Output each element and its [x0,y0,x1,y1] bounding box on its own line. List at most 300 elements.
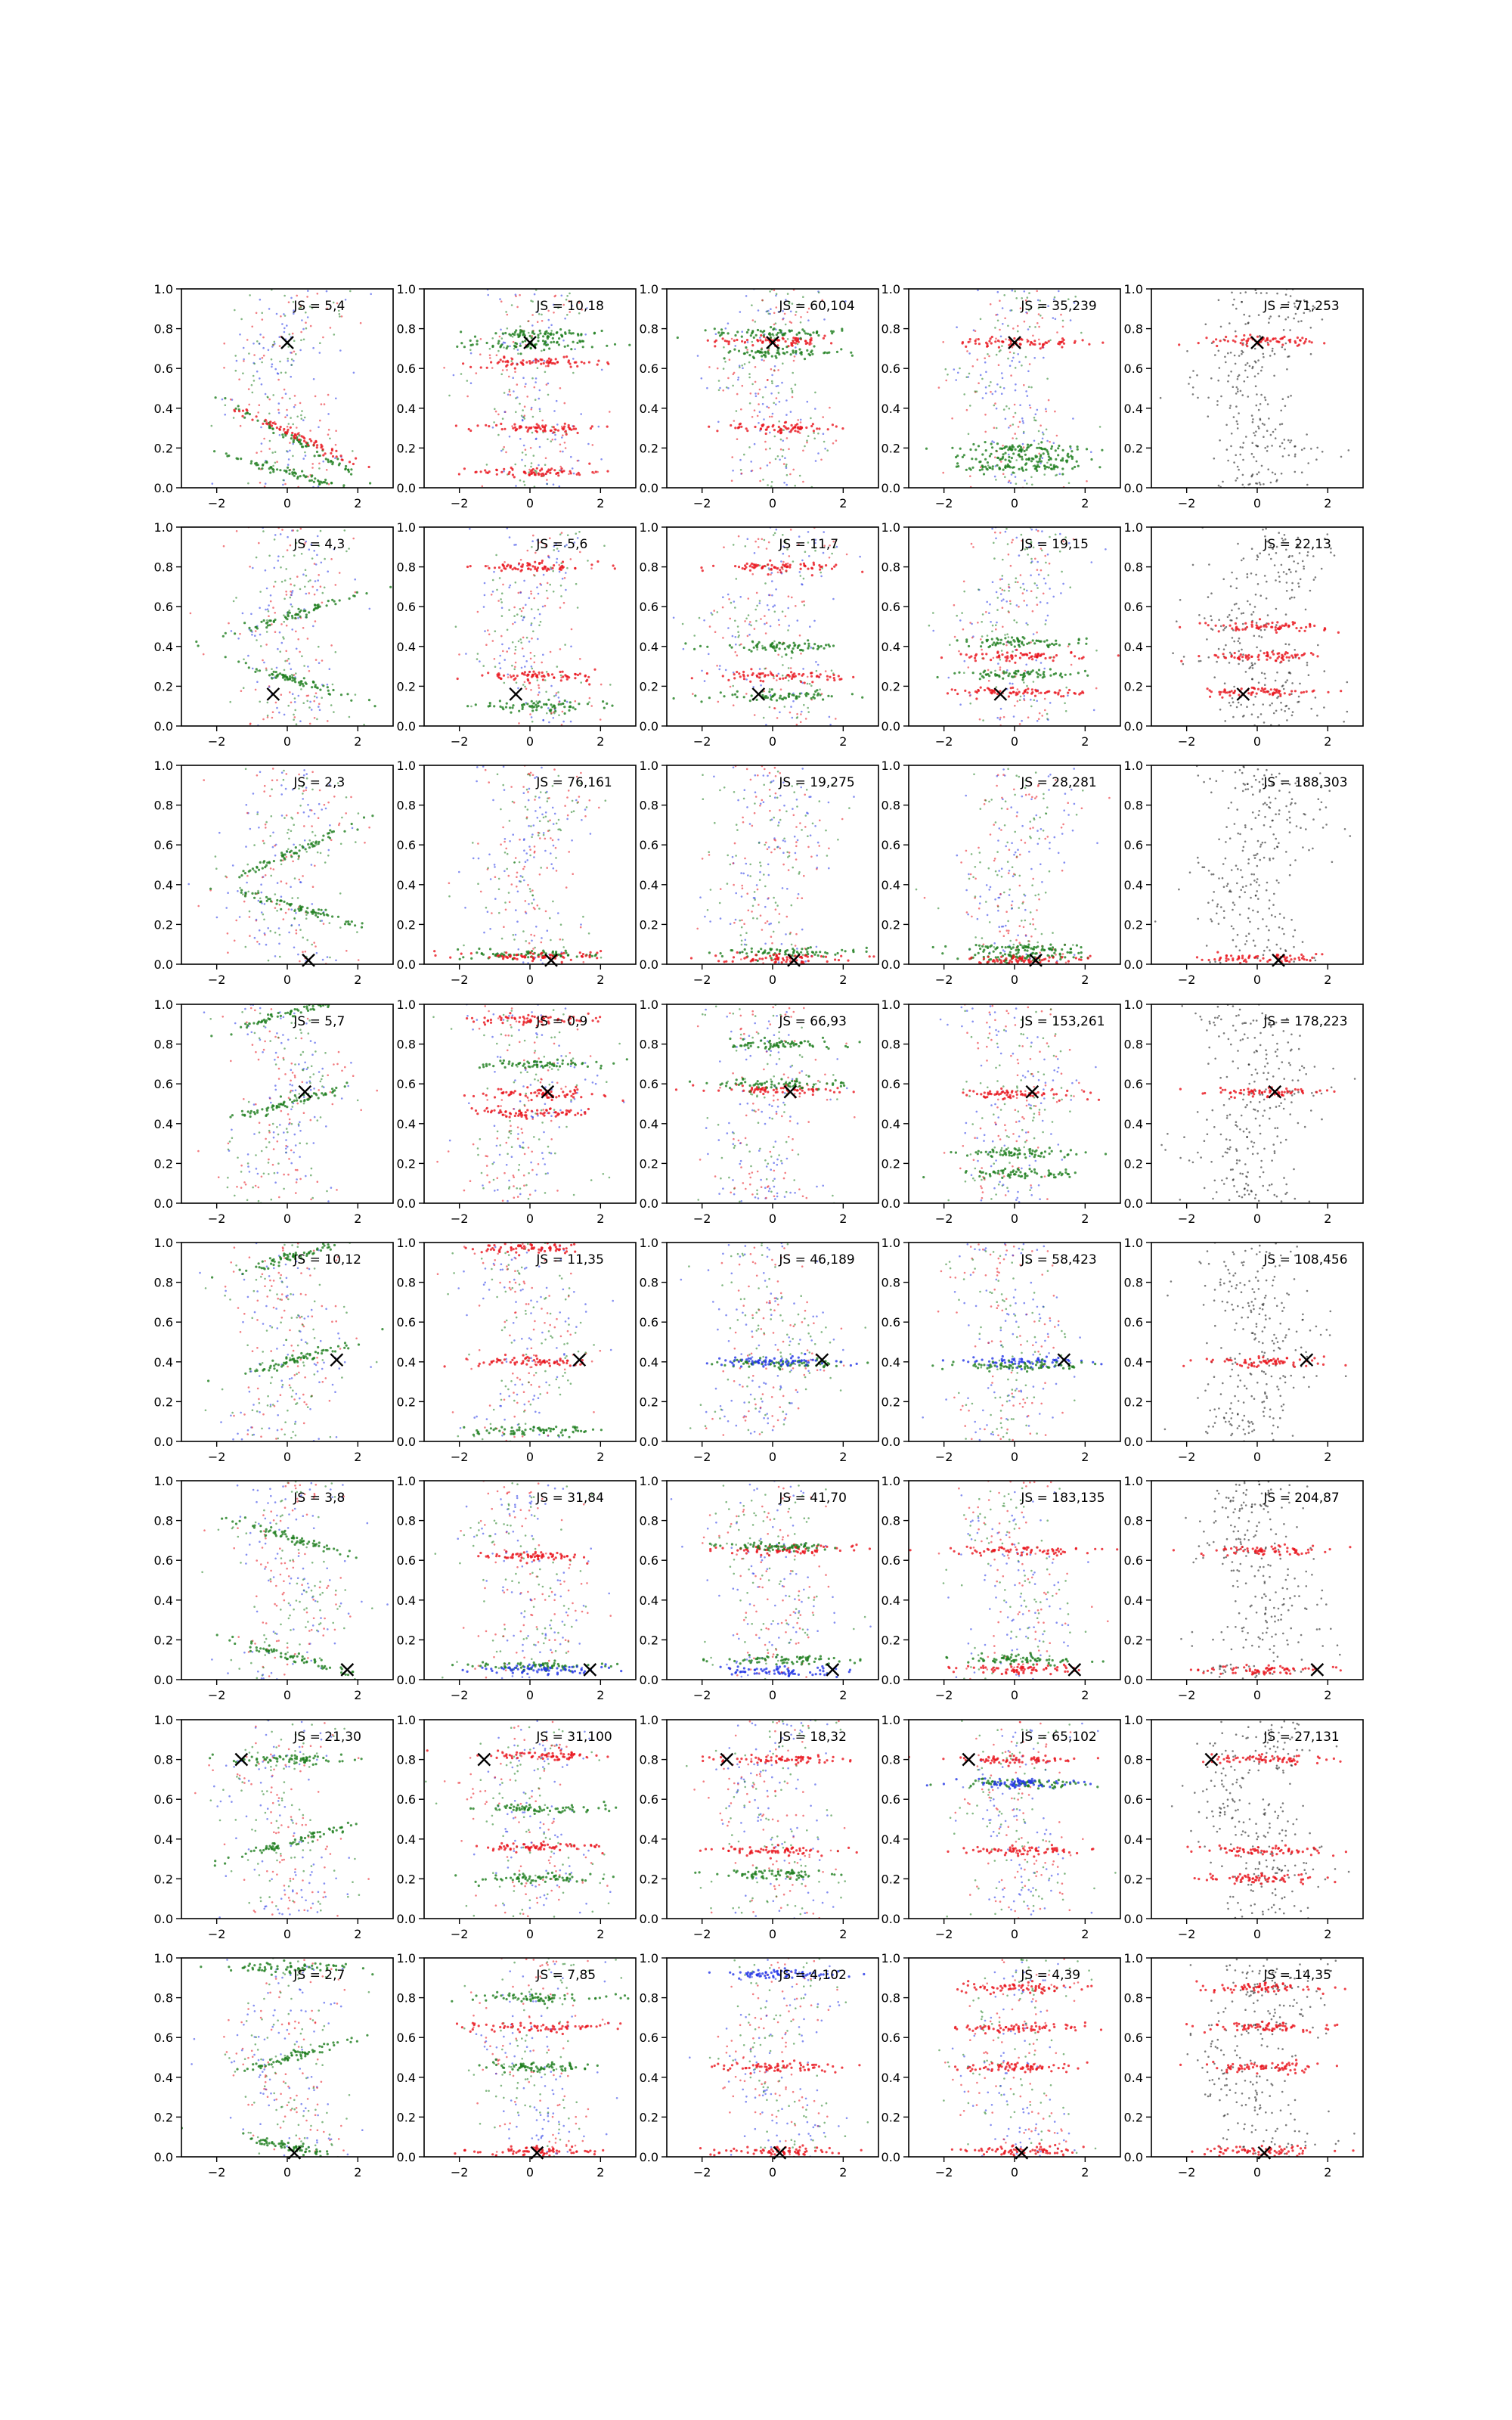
cluster-point [331,463,333,465]
scatter-point [793,360,795,362]
cluster-point [830,342,832,344]
scatter-point [534,617,536,619]
cluster-point [1101,342,1104,344]
cluster-point [588,361,590,363]
scatter-point [985,371,987,374]
scatter-point [822,416,824,418]
scatter-point [1007,543,1009,545]
scatter-point [741,473,743,475]
cluster-point [331,599,333,601]
scatter-point [739,596,742,598]
scatter-point [542,606,544,608]
cluster-point [274,423,277,425]
scatter-point [1044,709,1046,712]
y-tick-label: 0.0 [881,481,900,495]
cluster-point [964,690,966,692]
scatter-point [995,314,997,316]
scatter-point [282,479,284,482]
scatter-point [559,533,562,535]
scatter-point [1045,623,1047,625]
scatter-point [257,411,259,414]
cluster-point [1035,456,1037,458]
y-tick-label: 0.0 [881,719,900,734]
scatter-point [281,642,284,644]
cluster-point [733,340,736,342]
cluster-point [572,341,575,343]
scatter-point [810,647,813,649]
cluster-point [762,672,764,675]
scatter-point [759,411,761,413]
cluster-point [542,340,544,342]
scatter-point [771,374,773,377]
scatter-point [817,433,820,435]
cluster-point [327,690,330,692]
scatter-point [303,339,305,341]
scatter-point [1291,555,1294,557]
cluster-point [809,339,811,341]
scatter-point [524,666,526,668]
cluster-point [1057,454,1059,456]
scatter-point [1033,699,1036,701]
cluster-point [553,676,555,678]
cluster-point [294,617,296,619]
scatter-point [820,576,823,578]
scatter-point [315,563,318,566]
cluster-point [516,675,519,677]
cluster-point [498,566,500,569]
scatter-point [279,434,281,436]
scatter-point [803,578,805,580]
cluster-point [303,677,305,679]
scatter-point [954,636,956,638]
cluster-point [773,694,776,697]
cluster-point [754,351,757,353]
cluster-point [1012,687,1014,689]
scatter-point [561,295,563,297]
scatter-point [1025,390,1027,392]
cluster-point [316,451,318,453]
cluster-point [1011,457,1013,459]
scatter-point [260,427,262,429]
cluster-point [519,334,521,337]
cluster-point [512,704,514,706]
cluster-point [579,672,581,675]
cluster-point [506,703,508,705]
scatter-point [293,585,296,587]
scatter-point [790,529,792,531]
scatter-point [224,414,226,416]
cluster-point [743,678,745,680]
scatter-point [782,440,784,442]
scatter-point [559,466,562,468]
cluster-point [349,597,351,600]
cluster-point [723,332,725,334]
cluster-point [808,343,810,346]
scatter-point [769,448,771,450]
scatter-point [277,555,280,557]
scatter-point [745,618,748,620]
cluster-point [825,564,827,566]
scatter-point [1288,556,1290,558]
scatter-point [814,392,816,394]
scatter-point [723,368,725,370]
cluster-point [999,642,1002,644]
scatter-point [313,378,315,380]
cluster-point [800,681,802,683]
cluster-point [1055,654,1058,656]
cluster-point [1279,338,1281,340]
scatter-point [251,634,253,636]
y-tick-label: 0.2 [881,441,900,456]
cluster-point [1015,655,1017,657]
scatter-point [256,451,258,454]
cluster-point [535,343,538,346]
scatter-point [1308,674,1310,676]
scatter-point [1038,339,1040,341]
cluster-point [809,341,811,343]
cluster-point [313,481,315,483]
cluster-point [250,462,253,464]
y-tick-label: 1.0 [881,282,900,296]
cluster-point [1037,673,1040,675]
cluster-point [1033,343,1036,346]
cluster-point [297,433,299,435]
cluster-point [740,426,742,428]
cluster-point [1047,690,1049,693]
scatter-point [284,295,286,297]
cluster-point [539,470,541,472]
cluster-point [1074,655,1076,657]
cluster-point [562,703,564,705]
scatter-point [786,474,789,476]
cluster-point [551,673,553,675]
scatter-point [569,293,571,295]
scatter-point [1213,676,1216,678]
scatter-point [522,607,525,610]
scatter-point [992,393,994,396]
cluster-point [850,352,852,354]
scatter-point [797,619,799,622]
scatter-point [737,636,739,638]
scatter-point [1036,631,1038,634]
cluster-point [748,649,751,651]
cluster-point [574,673,576,675]
scatter-point [1268,554,1270,556]
cluster-point [984,458,987,461]
cluster-point [324,479,327,481]
cluster-point [1018,645,1021,647]
scatter-point [1015,581,1017,583]
scatter-point [1095,687,1098,690]
scatter-point [1315,576,1317,579]
scatter-point [286,324,288,327]
scatter-point [764,386,767,389]
cluster-point [597,360,600,362]
scatter-point [1242,612,1244,614]
cluster-point [993,691,996,693]
scatter-point [509,389,511,391]
scatter-point [1287,396,1290,399]
scatter-point [501,615,503,617]
cluster-point [518,710,520,712]
cluster-point [502,563,504,566]
scatter-point [771,481,773,483]
cluster-point [1015,448,1017,451]
scatter-point [261,442,263,445]
scatter-point [1015,476,1017,478]
scatter-point [1016,604,1018,607]
scatter-point [790,667,792,669]
scatter-point [1279,445,1281,448]
cluster-point [1024,675,1026,677]
scatter-point [1021,720,1023,722]
scatter-point [321,403,323,405]
cluster-point [282,674,284,676]
cluster-point [544,429,546,431]
scatter-point [749,621,751,623]
scatter-point [268,399,271,401]
cluster-point [1235,335,1237,337]
scatter-point [823,433,825,435]
scatter-point [1280,410,1282,412]
cluster-point [547,470,549,473]
scatter-point [1272,472,1274,474]
scatter-point [541,350,543,352]
scatter-point [1236,477,1238,479]
scatter-point [984,431,987,433]
scatter-point [800,419,802,421]
scatter-point [190,613,192,615]
scatter-point [776,529,778,531]
cluster-point [996,442,999,445]
scatter-point [1272,431,1275,433]
scatter-point [767,379,769,381]
scatter-point [559,444,562,446]
cluster-point [564,346,566,348]
y-tick-label: 0.2 [396,441,416,456]
scatter-point [271,346,274,348]
scatter-point [487,294,489,296]
scatter-point [1235,588,1238,590]
cluster-point [764,351,767,353]
cluster-point [1061,467,1064,470]
scatter-point [809,625,811,628]
cluster-point [1063,343,1065,345]
cluster-point [536,423,538,425]
cluster-point [518,563,520,565]
cluster-point [522,341,524,343]
x-tick-label: 0 [1253,496,1262,510]
cluster-point [497,362,499,365]
scatter-point [1288,355,1290,358]
scatter-point [813,438,816,440]
cluster-point [299,475,302,477]
scatter-point [778,673,780,675]
scatter-point [547,707,550,709]
scatter-point [1298,585,1300,588]
scatter-point [1002,559,1004,561]
scatter-point [783,463,785,465]
scatter-point [1183,656,1185,658]
scatter-point [287,464,290,466]
cluster-point [254,671,256,673]
cluster-point [772,425,774,427]
scatter-point [773,678,775,680]
scatter-point [531,432,534,434]
scatter-point [324,558,326,560]
scatter-point [1244,323,1247,325]
cluster-point [273,621,275,623]
scatter-point [799,475,801,477]
cluster-point [289,678,291,680]
cluster-point [493,705,495,707]
cluster-point [488,425,490,427]
scatter-point [1266,450,1269,452]
scatter-point [751,304,753,306]
cluster-point [807,645,810,647]
cluster-point [746,351,748,353]
scatter-point [1218,350,1220,352]
scatter-point [514,464,516,466]
scatter-point [1033,357,1036,359]
scatter-point [1273,712,1275,715]
x-tick-label: 0 [768,496,777,510]
scatter-point [997,662,999,665]
scatter-point [572,358,575,360]
cluster-point [311,479,313,482]
scatter-point [519,608,522,610]
scatter-point [512,336,514,338]
scatter-point [300,414,302,417]
y-tick-label: 0.0 [153,719,173,734]
scatter-point [1220,326,1222,328]
scatter-point [1036,561,1039,563]
cluster-point [536,706,538,709]
cluster-point [313,444,315,446]
scatter-point [782,664,784,666]
scatter-point [545,691,547,693]
cluster-point [746,563,748,565]
scatter-point [530,447,532,449]
scatter-point [531,668,534,670]
scatter-point [1008,586,1010,588]
cluster-point [562,428,564,430]
scatter-point [795,314,797,316]
cluster-point [956,639,959,641]
cluster-point [807,342,809,344]
scatter-point [932,630,934,632]
cluster-point [768,690,770,693]
scatter-point [251,384,253,386]
cluster-point [1001,448,1003,450]
scatter-point [1256,292,1258,294]
scatter-point [1235,363,1237,365]
cluster-point [319,689,321,691]
cluster-point [526,703,528,705]
scatter-point [963,393,965,396]
scatter-point [1023,681,1025,684]
scatter-point [512,377,514,379]
scatter-point [754,321,757,323]
cluster-point [1027,446,1030,448]
scatter-point [1023,600,1025,602]
scatter-point [1228,614,1231,616]
scatter-point [1030,529,1033,531]
scatter-point [1236,706,1238,709]
scatter-point [286,409,288,411]
scatter-point [294,395,296,397]
scatter-point [1198,614,1201,616]
scatter-point [524,686,526,688]
scatter-point [1246,706,1248,708]
scatter-point [223,367,225,369]
scatter-point [782,534,784,536]
scatter-point [572,467,574,470]
scatter-point [1250,613,1253,616]
cluster-point [1033,464,1036,467]
scatter-point [1049,702,1052,704]
scatter-point [228,622,230,625]
scatter-point [748,446,751,448]
cluster-point [795,340,798,342]
scatter-point [1034,582,1036,585]
scatter-point [969,695,971,697]
scatter-point [835,718,837,720]
cluster-point [293,441,295,443]
scatter-point [1001,345,1003,347]
cluster-point [739,675,742,678]
scatter-point [1307,462,1309,464]
scatter-point [496,589,498,591]
scatter-point [803,704,805,706]
scatter-point [1236,420,1238,423]
cluster-point [1049,668,1052,670]
scatter-point [1038,430,1040,433]
cluster-point [1066,460,1068,462]
cluster-point [1061,676,1063,678]
scatter-point [247,482,249,485]
cluster-point [265,461,268,463]
scatter-point [1030,574,1032,576]
scatter-point [294,404,296,406]
cluster-point [745,427,748,430]
scatter-point [511,425,513,427]
cluster-point [1047,646,1049,648]
cluster-point [606,470,609,473]
scatter-point [299,402,302,405]
scatter-point [516,613,519,616]
scatter-point [533,597,535,600]
scatter-point [807,401,809,403]
cluster-point [305,681,307,684]
scatter-point [530,591,532,593]
cluster-point [336,455,338,458]
scatter-point [996,717,999,719]
scatter-point [732,635,734,638]
scatter-point [782,610,784,613]
scatter-point [730,686,732,688]
scatter-point [996,408,998,410]
scatter-point [558,697,560,699]
scatter-point [829,407,831,409]
scatter-point [787,607,789,610]
scatter-point [754,366,757,368]
y-tick-label: 1.0 [396,520,416,535]
cluster-point [971,458,973,460]
cluster-point [519,425,521,427]
scatter-point [761,538,764,541]
scatter-point [222,399,224,401]
